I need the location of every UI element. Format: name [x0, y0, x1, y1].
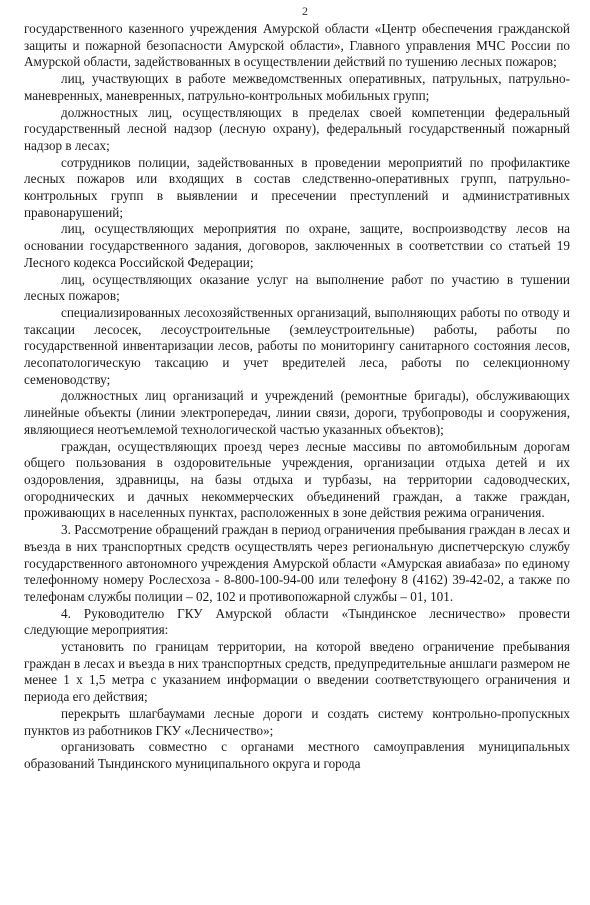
paragraph-continuation: государственного казенного учреждения Амурской области «Центр обеспечения гражданской защиты и пожарной безопасности Амурской области», Главного управления МЧС России по Амурской области, задействованных в осуществлении действий по тушению лесных пожаров; — [24, 21, 570, 70]
paragraph-forest-supervision-officials: должностных лиц, осуществляющих в пределах своей компетенции федеральный государственный лесной надзор (лесную охрану), федеральный государственный пожарный надзор в лесах; — [24, 104, 570, 153]
paragraph-groups-participants: лиц, участвующих в работе межведомственных оперативных, патрульных, патрульно-маневренных, маневренных, патрульно-контрольных мобильных групп; — [24, 71, 570, 103]
document-body — [24, 21, 570, 773]
paragraph-police-officers: сотрудников полиции, задействованных в проведении мероприятий по профилактике лесных пожаров или входящих в состав следственно-оперативных групп, патрульно-контрольных групп в выявлении и пресечении преступлений и административных правонарушений; — [24, 154, 570, 220]
paragraph-barriers-checkpoints: перекрыть шлагбаумами лесные дороги и создать систему контрольно-пропускных пунктов из работников ГКУ «Лесничество»; — [24, 705, 570, 738]
paragraph-linear-objects-staff: должностных лиц организаций и учреждений (ремонтные бригады), обслуживающих линейные объекты (линии электропередач, линии связи, дороги, трубопроводы и сооружения, являющиеся неотъемлемой технологической частью указанных объектов); — [24, 388, 570, 437]
paragraph-forest-protection-persons: лиц, осуществляющих мероприятия по охране, защите, воспроизводству лесов на основании государственного задания, договоров, заключенных в соответствии со статьей 19 Лесного кодекса Российской Федерации; — [24, 221, 570, 270]
page-number: 2 — [302, 4, 308, 18]
paragraph-organize-jointly: организовать совместно с органами местного самоуправления муниципальных образований Тындинского муниципального округа и города — [24, 739, 570, 771]
paragraph-install-signs: установить по границам территории, на которой введено ограничение пребывания граждан в лесах и въезда в них транспортных средств, предупредительные аншлаги размером не менее 1 х 1,5 метра с указанием информации о введении соответствующего ограничения и периода его действия; — [24, 639, 570, 705]
paragraph-citizens-transit: граждан, осуществляющих проезд через лесные массивы по автомобильным дорогам общего пользования в оздоровительные учреждения, организации отдыха детей и их оздоровления, здравницы, на базы отдыха и турбазы, на территории садоводческих, огороднических и дачных некоммерческих объединений граждан, а также граждан, проживающих в населенных пунктах, расположенных в зоне действия режима ограничения. — [24, 438, 570, 521]
paragraph-firefighting-services: лиц, осуществляющих оказание услуг на выполнение работ по участию в тушении лесных пожаров; — [24, 271, 570, 304]
paragraph-item-3-appeals: 3. Рассмотрение обращений граждан в период ограничения пребывания граждан в лесах и въезда в них транспортных средств осуществлять через региональную диспетчерскую службу государственного автономного учреждения Амурской области «Амурская авиабаза» по единому телефонному номеру Рослесхоза - 8-800-100-94-00 или телефону 8 (4162) 39-42-02, а также по телефонам службы полиции – 02, 102 и противопожарной службы – 01, 101. — [24, 522, 570, 604]
document-page — [24, 0, 570, 773]
paragraph-item-4-measures: 4. Руководителю ГКУ Амурской области «Тындинское лесничество» провести следующие мероприятия: — [24, 605, 570, 638]
paragraph-specialized-organizations: специализированных лесохозяйственных организаций, выполняющих работы по отводу и таксации лесосек, лесоустроительные (землеустроительные) работы, работы по государственной инвентаризации лесов, работы по мониторингу санитарного состояния лесов, лесопатологическую таксацию и учет вредителей леса, работы по селекционному семеноводству; — [24, 304, 570, 387]
